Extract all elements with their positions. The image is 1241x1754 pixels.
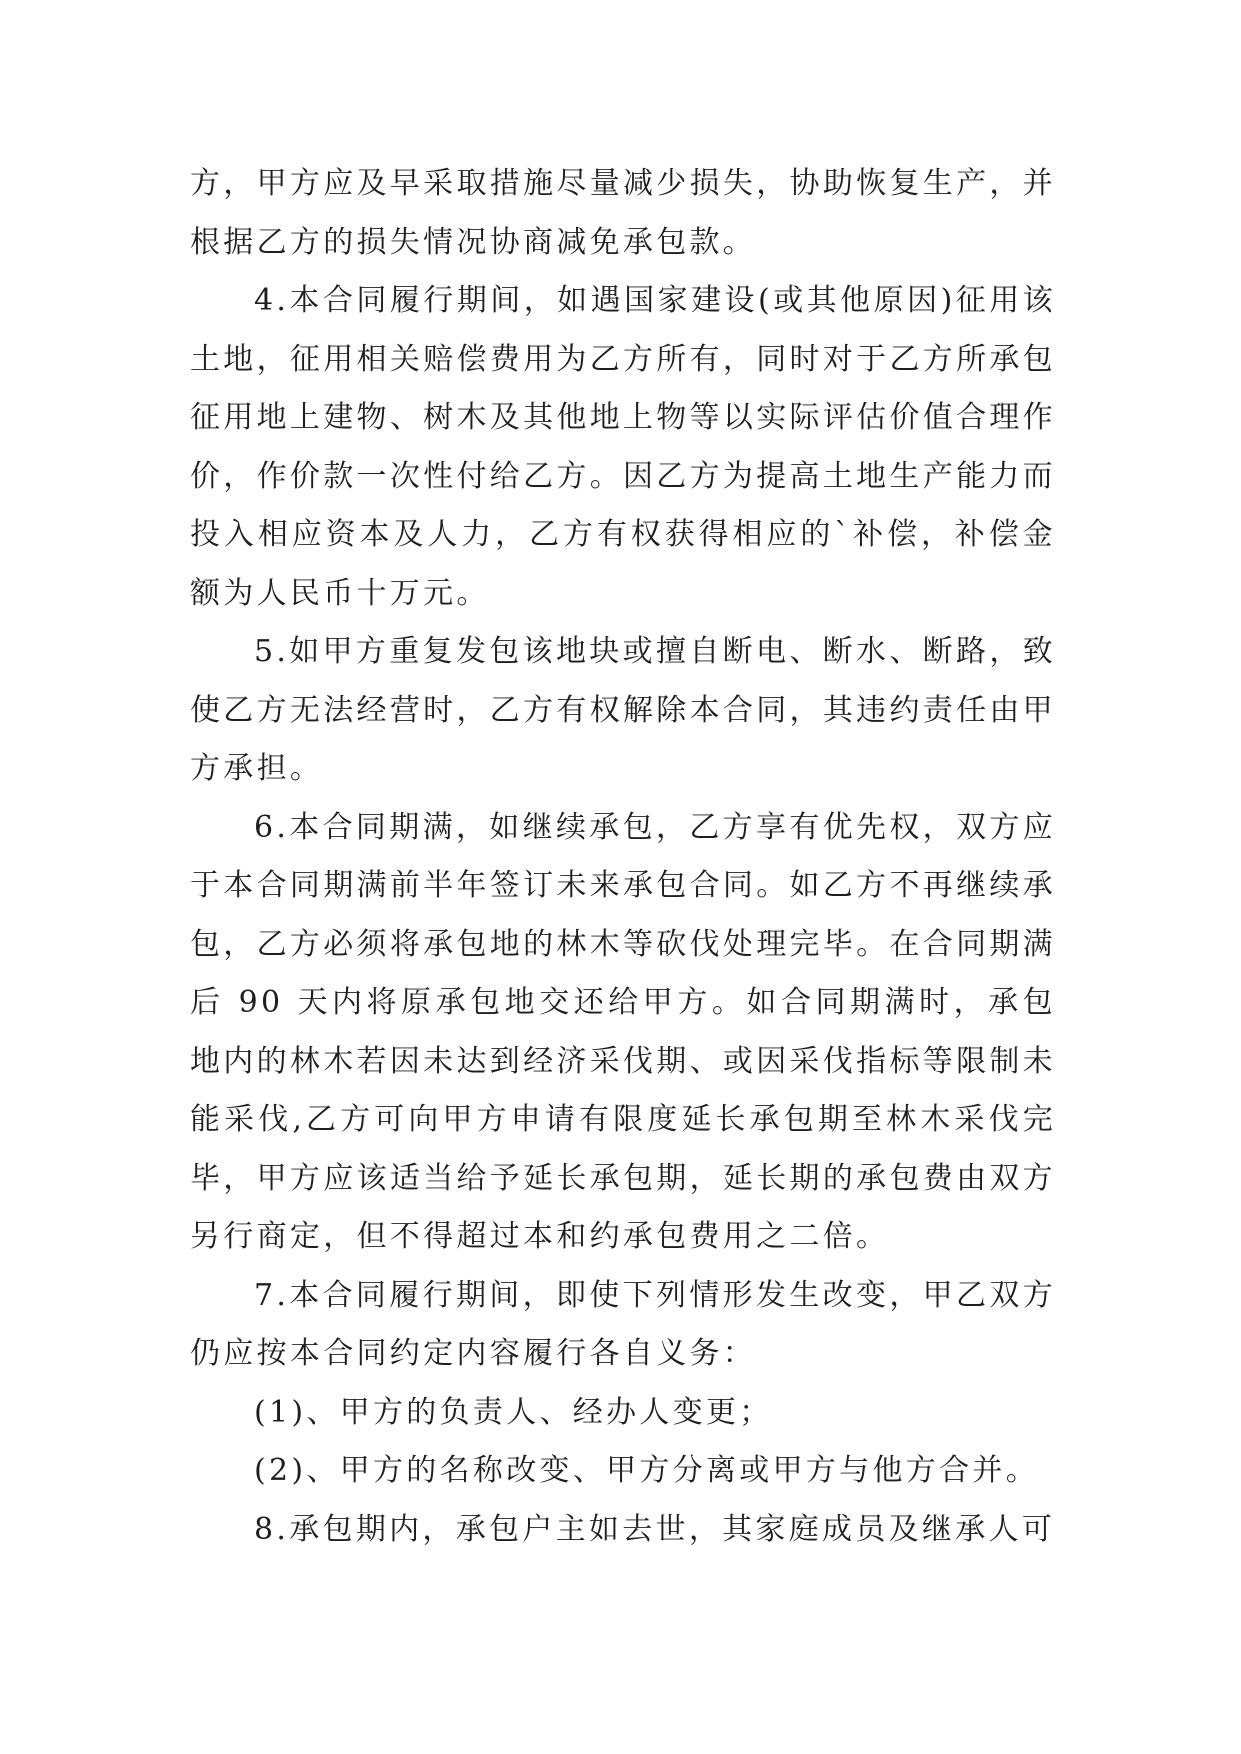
- paragraph-clause-7: 7.本合同履行期间，即使下列情形发生改变，甲乙双方仍应按本合同约定内容履行各自义务：: [190, 1277, 1056, 1371]
- paragraph-clause-7-item-1: (1)、甲方的负责人、经办人变更；: [254, 1394, 773, 1430]
- paragraph-clause-8: 8.承包期内，承包户主如去世，其家庭成员及继承人可: [254, 1511, 1056, 1547]
- paragraph-continuation: 方，甲方应及早采取措施尽量减少损失，协助恢复生产，并根据乙方的损失情况协商减免承包款。: [190, 166, 1056, 260]
- paragraph-clause-6: 6.本合同期满，如继续承包，乙方享有优先权，双方应于本合同期满前半年签订未来承包合同。如乙方不再继续承包，乙方必须将承包地的林木等砍伐处理完毕。在合同期满后 90 天内将原承包地交还给甲方。如合同期满时，承包地内的林木若因未达到经济采伐期、或因采伐指标等限制未能采伐,乙方可向甲方申请有限度延长承包期至林木采伐完毕，甲方应该适当给予延长承包期，延长期的承包费由双方另行商定，但不得超过本和约承包费用之二倍。: [190, 809, 1056, 1254]
- paragraph-clause-5: 5.如甲方重复发包该地块或擅自断电、断水、断路，致使乙方无法经营时，乙方有权解除本合同，其违约责任由甲方承担。: [190, 634, 1056, 786]
- document-body: [190, 155, 1056, 1559]
- paragraph-clause-4: 4.本合同履行期间，如遇国家建设(或其他原因)征用该土地，征用相关赔偿费用为乙方所有，同时对于乙方所承包征用地上建物、树木及其他地上物等以实际评估价值合理作价，作价款一次性付给乙方。因乙方为提高土地生产能力而投入相应资本及人力，乙方有权获得相应的`补偿，补偿金额为人民币十万元。: [190, 283, 1056, 611]
- paragraph-clause-7-item-2: (2)、甲方的名称改变、甲方分离或甲方与他方合并。: [254, 1453, 1039, 1488]
